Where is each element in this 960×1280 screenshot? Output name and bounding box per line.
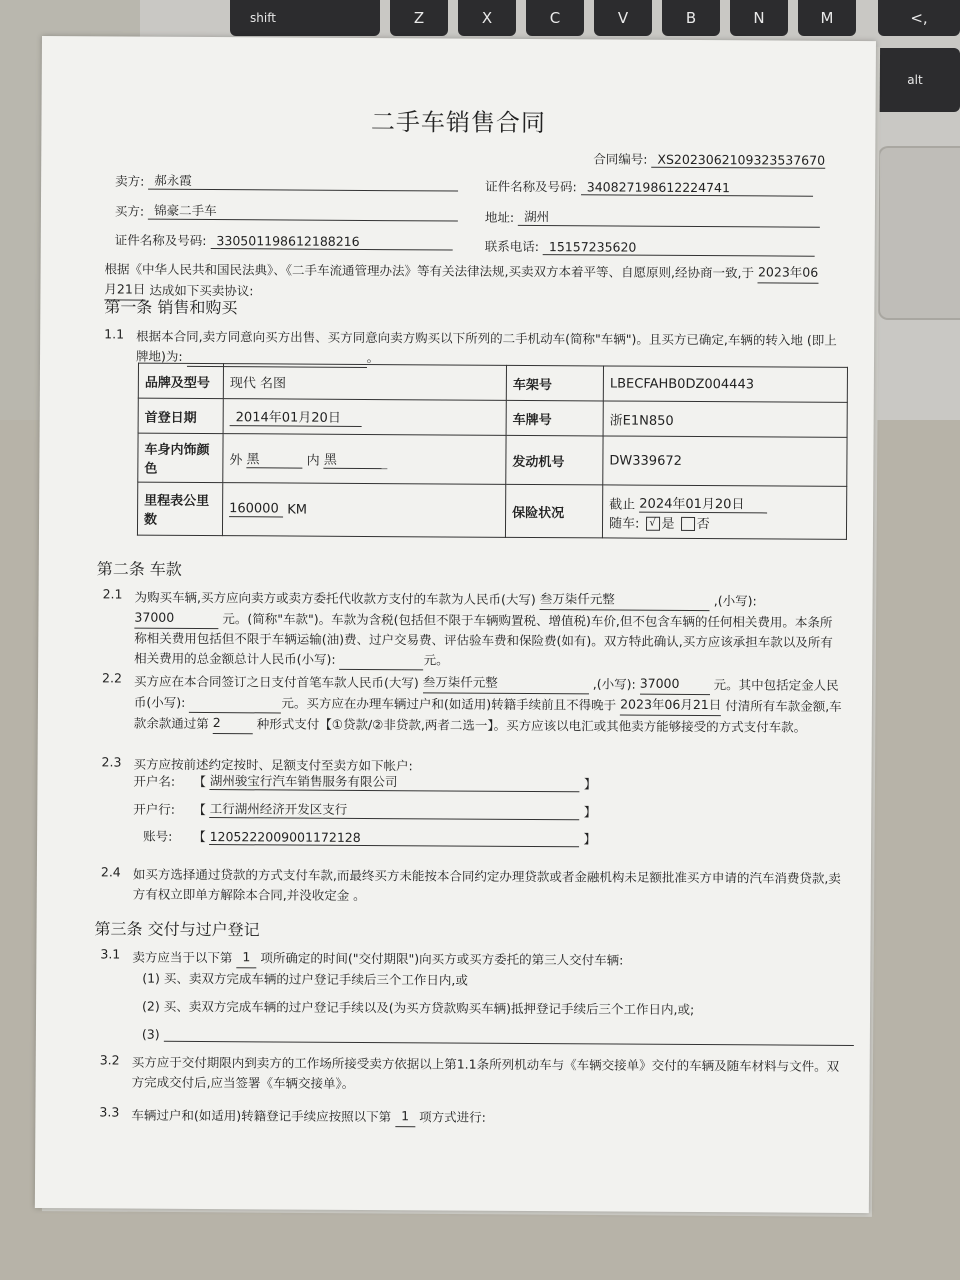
clause-2-1-text-c: 元。(简称"车款")。车款为含税(包括但不限于车辆购置税、增值税)车价,但不包含车辆的任何相关费用。本条所称相关费用包括但不限于车辆运输(油)费、过户交易费、评估验车费和保险费(如有)。双方特此确认,买方应该承担车款以及所有相关费用的总金额总计人民币(小写): <box>134 611 833 667</box>
insurance-cell <box>602 485 846 539</box>
clause-2-2-text-c: 元。其中包括定金人民币(小写): <box>133 677 839 710</box>
clause-2-2-lower-amount: 37000 <box>640 674 710 695</box>
clause-2-1-end: 元。 <box>423 652 449 668</box>
clause-2-2-text-b: ,(小写): <box>592 676 636 692</box>
engine-value: DW339672 <box>603 436 847 486</box>
clause-2-1-number: 2.1 <box>102 586 123 602</box>
clause-3-2-number: 3.2 <box>99 1052 120 1068</box>
bank-name-bracket-left: 【 <box>193 773 206 790</box>
seller-value: 郝永霞 <box>148 171 458 192</box>
bank-name-bracket-right: 】 <box>583 776 597 792</box>
intro-date-b: 月21日 <box>104 279 145 300</box>
brand-label: 品牌及型号 <box>138 363 223 399</box>
phone-label: 联系电话: <box>484 238 539 255</box>
key-comma-main: < <box>910 9 923 27</box>
clause-2-2-text-e: 付清所有车款金额,车款余款通过第 <box>133 698 842 732</box>
address-label: 地址: <box>484 209 515 225</box>
seller-id-row <box>485 177 813 197</box>
key-b[interactable]: B <box>662 0 720 36</box>
account-label: 账号: <box>143 828 173 844</box>
clause-3-3-number: 3.3 <box>99 1104 120 1120</box>
key-alt[interactable]: alt <box>870 48 960 112</box>
with-car-label: 随车: <box>608 515 640 532</box>
seller-label: 卖方: <box>115 173 145 189</box>
bank-branch-value: 工行湖州经济开发区支行 <box>210 799 580 820</box>
seller-id-value: 340827198612224741 <box>581 179 813 196</box>
first-reg-label: 首登日期 <box>138 398 223 434</box>
clause-3-1-option-3-label: (3) <box>141 1026 160 1042</box>
bank-branch-bracket-right: 】 <box>583 804 597 820</box>
yes-checkbox[interactable]: √ <box>646 517 660 531</box>
inner-color-value: 黑 <box>324 449 388 469</box>
contract-no-label: 合同编号: <box>593 151 648 167</box>
first-reg-cell <box>223 399 506 436</box>
color-cell <box>223 434 506 485</box>
clause-2-1-lower-amount: 37000 <box>134 608 218 630</box>
table-row <box>138 398 847 437</box>
clause-3-3-text-a: 车辆过户和(如适用)转籍登记手续应按照以下第 <box>131 1107 392 1125</box>
vin-label: 车架号 <box>506 365 603 401</box>
intro-text-2: 达成如下买卖协议: <box>149 282 254 299</box>
mileage-cell <box>222 483 505 538</box>
key-shift[interactable]: shift <box>230 0 380 36</box>
key-c[interactable]: C <box>526 0 584 36</box>
insurance-until-label: 截止 <box>609 496 636 513</box>
clause-3-1-number: 3.1 <box>100 946 121 962</box>
address-row <box>485 207 820 228</box>
insurance-until-value: 2024年01月20日 <box>639 492 767 513</box>
key-n[interactable]: N <box>730 0 788 36</box>
intro-text-1: 根据《中华人民共和国民法典》、《二手车流通管理办法》等有关法律法规,买卖双方本着平等、自愿原则,经协商一致,于 <box>104 261 755 281</box>
key-x[interactable]: X <box>458 0 516 36</box>
clause-2-3-text: 买方应按前述约定按时、足额支付至卖方如下帐户: <box>133 756 413 774</box>
clause-2-1-upper-amount: 叁万柒仟元整 <box>540 589 710 611</box>
contract-no-value: XS2023062109323537670 <box>651 152 825 169</box>
key-z[interactable]: Z <box>390 0 448 36</box>
account-bracket-left: 【 <box>193 828 206 845</box>
clause-3-1-option-3-blank <box>164 1041 854 1046</box>
key-comma-sub: , <box>922 9 928 27</box>
seller-id-label: 证件名称及号码: <box>485 178 577 195</box>
mileage-unit: KM <box>287 502 308 518</box>
outer-color-value: 黑 <box>247 448 303 468</box>
clause-2-2-text-d: 元。买方应在办理车辆过户和(如适用)转籍手续前且不得晚于 <box>281 695 617 713</box>
contract-title: 二手车销售合同 <box>370 108 547 138</box>
table-row <box>138 363 847 402</box>
clause-2-2-text-f: 种形式支付【①贷款/②非贷款,两者二选一】。买方应该以电汇或其他卖方能够接受的方式支付车款。 <box>256 716 807 735</box>
clause-1-1-text-b: (即上牌地)为: <box>136 332 837 364</box>
section-1-title: 第一条 销售和购买 <box>104 297 238 318</box>
phone-value: 15157235620 <box>543 239 815 257</box>
vin-value: LBECFAHB0DZ004443 <box>603 366 847 402</box>
yes-label: 是 <box>661 516 675 532</box>
account-bracket-right: 】 <box>583 831 597 847</box>
key-v[interactable]: V <box>594 0 652 36</box>
clause-2-2-deadline: 2023年06月21日 <box>620 695 721 717</box>
trackpad[interactable] <box>878 146 960 320</box>
clause-2-2-text-a: 买方应在本合同签订之日支付首笔车款人民币(大写) <box>134 673 419 691</box>
insurance-until-row <box>609 492 840 513</box>
clause-2-4-number: 2.4 <box>100 864 121 880</box>
bank-branch-bracket-left: 【 <box>193 801 206 818</box>
table-row <box>138 433 847 486</box>
buyer-row <box>115 200 458 221</box>
phone-row <box>485 237 815 257</box>
account-value: 1205222009001172128 <box>210 829 580 847</box>
buyer-label: 买方: <box>114 203 145 219</box>
section-2-title: 第二条 车款 <box>96 559 182 579</box>
clause-3-1-option-2: (2) 买、卖双方完成车辆的过户登记手续以及(为买方贷款购买车辆)抵押登记手续后三个工作日内,或; <box>142 998 695 1018</box>
seller-row <box>115 170 458 191</box>
insurance-label: 保险状况 <box>505 484 602 538</box>
address-value: 湖州 <box>518 207 820 228</box>
buyer-id-label: 证件名称及号码: <box>114 232 207 249</box>
brand-value: 现代 名图 <box>223 364 506 401</box>
clause-2-2-upper-amount: 叁万柒仟元整 <box>423 672 589 694</box>
bank-branch-label: 开户行: <box>133 801 176 817</box>
engine-label: 发动机号 <box>506 435 603 485</box>
contract-no-row <box>593 149 825 168</box>
with-car-row <box>609 512 840 532</box>
clause-2-1-text-b: ,(小写): <box>713 593 757 609</box>
clause-3-1-option-3 <box>142 1027 854 1046</box>
key-m[interactable]: M <box>798 0 856 36</box>
bank-name-value: 湖州骏宝行汽车销售服务有限公司 <box>210 771 580 792</box>
plate-value: 浙E1N850 <box>603 401 847 437</box>
clause-3-1 <box>132 947 842 972</box>
buyer-id-value: 330501198612188216 <box>210 233 452 250</box>
clause-2-3-number: 2.3 <box>101 754 122 770</box>
clause-1-1-end: 。 <box>366 349 380 366</box>
clause-2-1 <box>134 587 844 673</box>
clause-3-1-text-b: 项所确定的时间("交付期限")向买方或买方委托的第三人交付车辆: <box>260 950 624 968</box>
mileage-value: 160000 <box>229 501 283 517</box>
clause-1-1-number: 1.1 <box>104 326 125 342</box>
clause-2-4-text: 如买方选择通过贷款的方式支付车款,而最终买方未能按本合同约定办理贷款或者金融机构未足额批准买方申请的汽车消费贷款,卖方有权立即单方解除本合同,并没收定金 。 <box>132 866 841 903</box>
plate-label: 车牌号 <box>506 400 603 436</box>
color-label: 车身内饰颜色 <box>138 433 223 483</box>
clause-2-1-text-a: 为购买车辆,买方应向卖方或卖方委托代收款方支付的车款为人民币(大写) <box>134 589 536 608</box>
bank-name-row <box>133 771 596 793</box>
clause-3-1-item: 1 <box>236 947 256 968</box>
clause-3-3 <box>131 1105 841 1130</box>
outer-color-label: 外 <box>229 453 243 469</box>
clause-3-1-option-1: (1) 买、卖双方完成车辆的过户登记手续后三个工作日内,或 <box>142 970 468 988</box>
no-checkbox[interactable] <box>681 517 695 531</box>
vehicle-info-table <box>137 363 848 540</box>
inner-color-label: 内 <box>306 453 320 469</box>
contract-document <box>35 36 876 1213</box>
clause-2-2 <box>134 671 844 738</box>
bank-branch-row <box>133 799 596 821</box>
total-amount-blank <box>340 669 424 671</box>
clause-3-3-item: 1 <box>395 1106 415 1127</box>
no-label: 否 <box>696 516 710 532</box>
clause-3-2-text: 买方应于交付期限内到卖方的工作场所接受卖方依据以上第1.1条所列机动车与《车辆交接单》交付的车辆及随车材料与文件。双方完成交付后,应当签署《车辆交接单》。 <box>131 1054 840 1091</box>
clause-3-3-text-b: 项方式进行: <box>419 1109 486 1125</box>
bank-name-label: 开户名: <box>133 773 176 789</box>
keyboard-row <box>230 0 856 36</box>
first-reg-value: 2014年01月20日 <box>230 406 362 427</box>
clause-2-2-number: 2.2 <box>102 670 123 686</box>
intro-date-a: 2023年06 <box>758 262 818 283</box>
table-row <box>137 482 846 539</box>
buyer-value: 锦豪二手车 <box>148 201 458 222</box>
key-comma[interactable] <box>878 0 960 36</box>
clause-1-1-text-a: 根据本合同,卖方同意向买方出售、买方同意向卖方购买以下所列的二手机动车(简称"车辆")。且买方已确定,车辆的转入地 <box>136 328 803 348</box>
buyer-id-row <box>115 230 453 250</box>
clause-2-2-pay-way: 2 <box>213 713 253 734</box>
account-row <box>143 827 596 848</box>
section-3-title: 第三条 交付与过户登记 <box>94 919 260 940</box>
contract-paper <box>35 36 876 1213</box>
clause-3-1-text-a: 卖方应当于以下第 <box>132 949 233 966</box>
mileage-label: 里程表公里数 <box>137 482 222 536</box>
